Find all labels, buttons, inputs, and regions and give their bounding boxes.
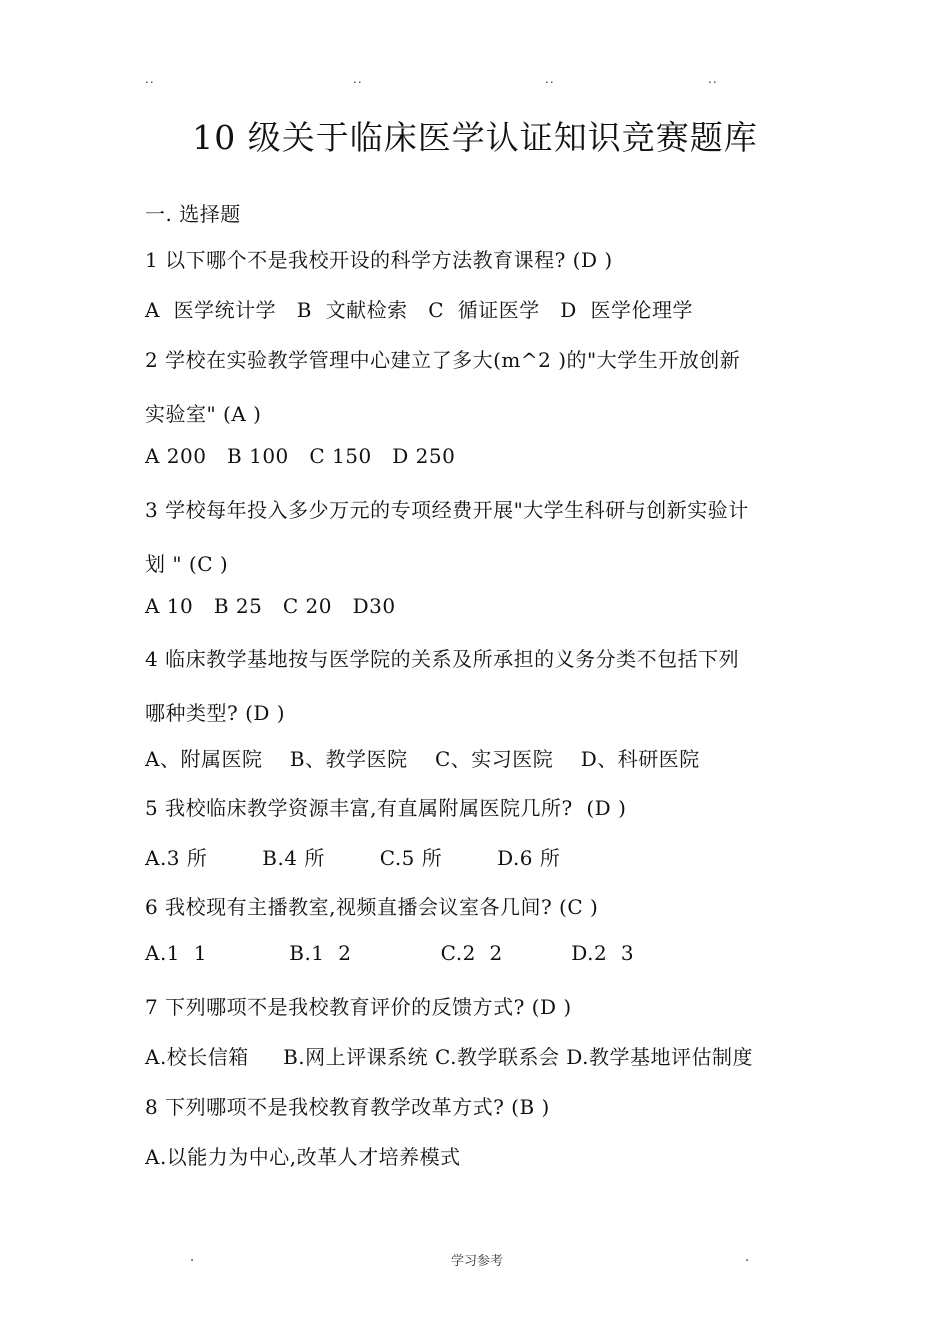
- footer-right-mark: .: [745, 1250, 750, 1265]
- question-4: 4 临床教学基地按与医学院的关系及所承担的义务分类不包括下列: [145, 647, 740, 671]
- question-3-cont: 划 " (C ): [145, 552, 229, 576]
- question-6: 6 我校现有主播教室,视频直播会议室各几间? (C ): [145, 895, 599, 919]
- options-4: A、附属医院 B、教学医院 C、实习医院 D、科研医院: [145, 747, 700, 771]
- question-1: 1 以下哪个不是我校开设的科学方法教育课程? (D ): [145, 248, 613, 272]
- question-5: 5 我校临床教学资源丰富,有直属附属医院几所? (D ): [145, 796, 627, 820]
- question-7: 7 下列哪项不是我校教育评价的反馈方式? (D ): [145, 995, 572, 1019]
- question-2: 2 学校在实验教学管理中心建立了多大(m^2 )的"大学生开放创新: [145, 348, 741, 372]
- options-5: A.3 所 B.4 所 C.5 所 D.6 所: [145, 846, 561, 870]
- question-3: 3 学校每年投入多少万元的专项经费开展"大学生科研与创新实验计: [145, 498, 749, 522]
- document-title: 10 级关于临床医学认证知识竞赛题库: [192, 118, 758, 157]
- header-mark-1: ..: [145, 72, 155, 86]
- footer-text: 学习参考: [451, 1254, 504, 1269]
- options-3: A 10 B 25 C 20 D30: [145, 594, 396, 618]
- options-1: A 医学统计学 B 文献检索 C 循证医学 D 医学伦理学: [145, 298, 694, 322]
- header-mark-2: ..: [353, 72, 363, 86]
- options-7: A.校长信箱 B.网上评课系统 C.教学联系会 D.教学基地评估制度: [145, 1045, 753, 1069]
- options-2: A 200 B 100 C 150 D 250: [145, 444, 456, 468]
- section-heading: 一. 选择题: [145, 202, 241, 226]
- question-8: 8 下列哪项不是我校教育教学改革方式? (B ): [145, 1095, 550, 1119]
- footer-left-mark: .: [190, 1250, 195, 1265]
- header-mark-3: ..: [545, 72, 555, 86]
- question-4-cont: 哪种类型? (D ): [145, 701, 286, 725]
- question-2-cont: 实验室" (A ): [145, 402, 262, 426]
- options-6: A.1 1 B.1 2 C.2 2 D.2 3: [145, 941, 635, 965]
- header-mark-4: ..: [708, 72, 718, 86]
- options-8: A.以能力为中心,改革人才培养模式: [145, 1145, 461, 1169]
